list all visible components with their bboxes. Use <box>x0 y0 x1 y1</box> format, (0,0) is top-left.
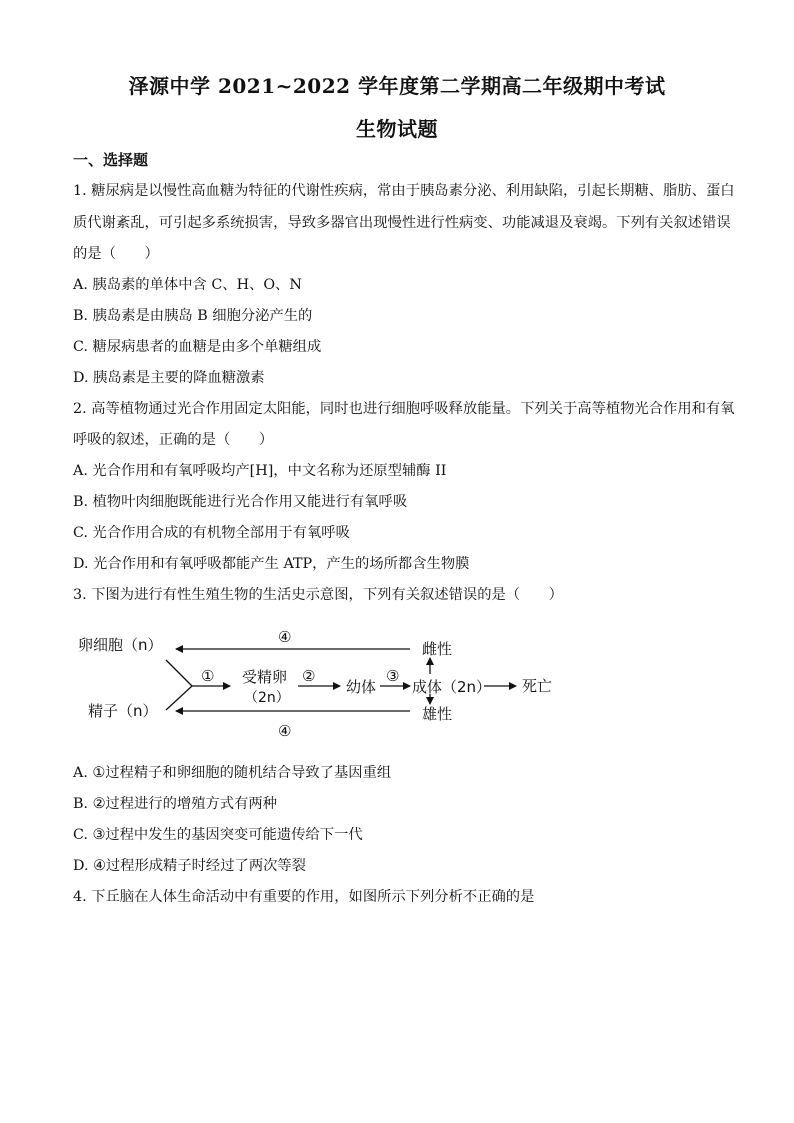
q1-stem-line-2: 质代谢紊乱，可引起多系统损害，导致多器官出现慢性进行性病变、功能减退及衰竭。下列有关叙述错误 <box>73 215 731 231</box>
zygote-ploidy-label: （2n） <box>244 690 290 706</box>
sperm-merge-line <box>166 686 192 710</box>
adult-label: 成体（2n） <box>412 678 492 696</box>
q2-option-a: A. 光合作用和有氧呼吸均产[H]，中文名称为还原型辅酶 II <box>73 463 447 479</box>
life-cycle-diagram <box>70 622 590 746</box>
q1-option-a: A. 胰岛素的单体中含 C、H、O、N <box>73 277 302 293</box>
q1-stem-line-1: 1. 糖尿病是以慢性高血糖为特征的代谢性疾病，常由于胰岛素分泌、利用缺陷，引起长期糖、脂肪、蛋白 <box>73 183 735 199</box>
q3-option-c: C. ③过程中发生的基因突变可能遗传给下一代 <box>73 827 363 843</box>
zygote-label: 受精卵 <box>242 668 288 686</box>
section-heading: 一、选择题 <box>73 151 149 169</box>
sperm-label: 精子（n） <box>88 702 158 720</box>
step4-top-label: ④ <box>278 628 292 646</box>
q2-option-c: C. 光合作用合成的有机物全部用于有氧呼吸 <box>73 525 350 541</box>
q3-option-a: A. ①过程精子和卵细胞的随机结合导致了基因重组 <box>73 765 392 781</box>
female-label: 雌性 <box>422 640 453 658</box>
q2-stem-line-2: 呼吸的叙述，正确的是（ ） <box>73 432 274 448</box>
juvenile-label: 幼体 <box>346 678 377 696</box>
q1-option-c: C. 糖尿病患者的血糖是由多个单糖组成 <box>73 339 322 355</box>
q1-option-b: B. 胰岛素是由胰岛 B 细胞分泌产生的 <box>73 308 313 324</box>
q2-option-d: D. 光合作用和有氧呼吸都能产生 ATP，产生的场所都含生物膜 <box>73 556 470 572</box>
q2-option-b: B. 植物叶肉细胞既能进行光合作用又能进行有氧呼吸 <box>73 494 408 510</box>
q1-stem-line-3: 的是（ ） <box>73 246 159 262</box>
step4-bottom-label: ④ <box>278 722 292 740</box>
step1-label: ① <box>201 667 215 685</box>
step3-label: ③ <box>386 667 400 685</box>
male-label: 雄性 <box>422 705 453 723</box>
exam-title: 泽源中学 2021~2022 学年度第二学期高二年级期中考试 <box>128 74 666 98</box>
q1-option-d: D. 胰岛素是主要的降血糖激素 <box>73 370 265 386</box>
step2-label: ② <box>302 667 316 685</box>
q3-stem-line-1: 3. 下图为进行有性生殖生物的生活史示意图，下列有关叙述错误的是（ ） <box>73 587 563 603</box>
egg-merge-line <box>166 660 192 686</box>
q3-option-d: D. ④过程形成精子时经过了两次等裂 <box>73 858 307 874</box>
q2-stem-line-1: 2. 高等植物通过光合作用固定太阳能，同时也进行细胞呼吸释放能量。下列关于高等植物光合作用和有氧 <box>73 401 735 417</box>
exam-subtitle: 生物试题 <box>356 117 438 141</box>
egg-label: 卵细胞（n） <box>78 636 163 654</box>
q4-stem-line-1: 4. 下丘脑在人体生命活动中有重要的作用，如图所示下列分析不正确的是 <box>73 889 535 905</box>
death-label: 死亡 <box>522 677 553 695</box>
q3-option-b: B. ②过程进行的增殖方式有两种 <box>73 796 277 812</box>
